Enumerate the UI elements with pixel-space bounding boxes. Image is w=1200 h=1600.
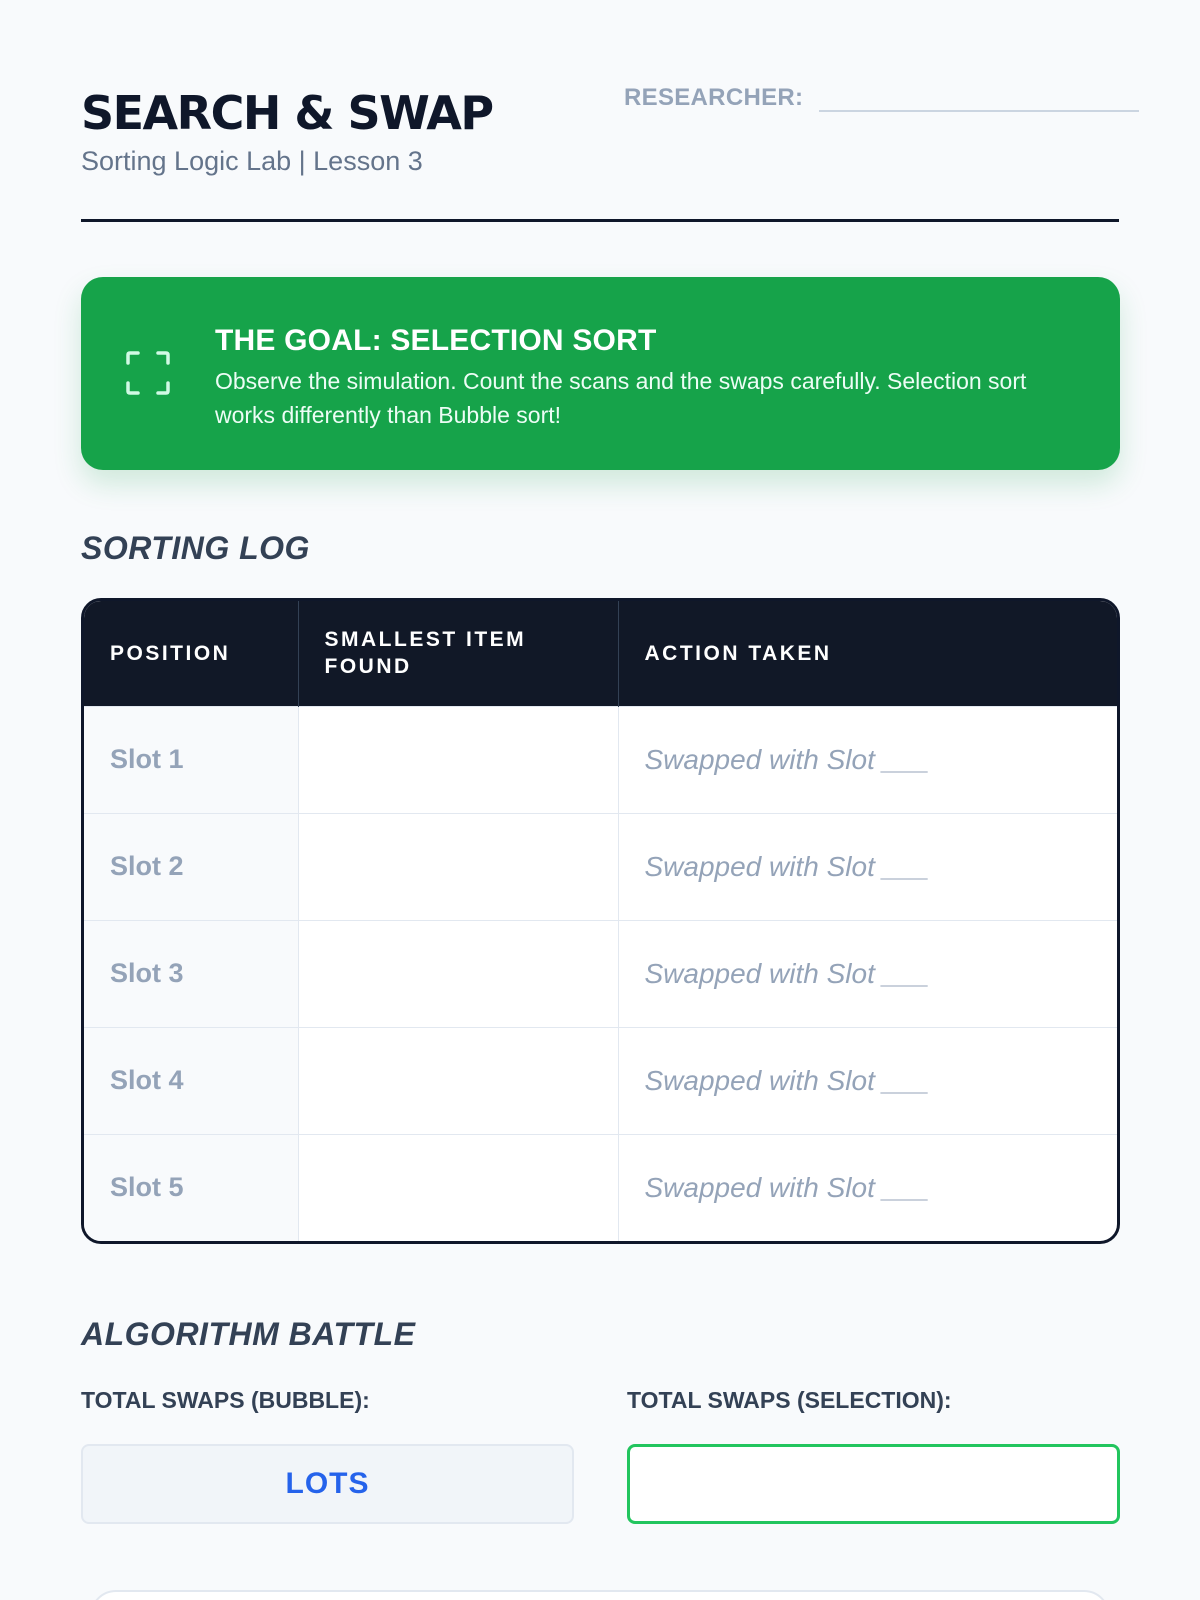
table-row bbox=[84, 1134, 1117, 1241]
focus-frame-icon bbox=[125, 350, 171, 396]
sorting-log-table bbox=[81, 598, 1120, 1244]
smallest-item-cell[interactable] bbox=[298, 813, 618, 920]
table-row bbox=[84, 1027, 1117, 1134]
action-cell[interactable]: Swapped with Slot ___ bbox=[618, 813, 1117, 920]
position-cell: Slot 5 bbox=[84, 1134, 298, 1241]
bubble-swaps-value: LOTS bbox=[285, 1467, 370, 1500]
page-subtitle: Sorting Logic Lab | Lesson 3 bbox=[81, 146, 423, 176]
table-row bbox=[84, 813, 1117, 920]
smallest-item-cell[interactable] bbox=[298, 706, 618, 813]
selection-swaps-input[interactable] bbox=[627, 1444, 1120, 1524]
position-cell: Slot 3 bbox=[84, 920, 298, 1027]
researcher-field-group bbox=[624, 84, 1139, 112]
goal-description: Observe the simulation. Count the scans and the swaps carefully. Selection sort works differently than Bubble sort! bbox=[215, 368, 1027, 428]
action-cell[interactable]: Swapped with Slot ___ bbox=[618, 1027, 1117, 1134]
table-header-row bbox=[84, 601, 1117, 706]
column-header-smallest-item: SMALLEST ITEM FOUND bbox=[298, 601, 618, 706]
next-section-card bbox=[90, 1590, 1110, 1600]
position-cell: Slot 4 bbox=[84, 1027, 298, 1134]
selection-swaps-label: TOTAL SWAPS (SELECTION): bbox=[627, 1387, 952, 1413]
position-cell: Slot 2 bbox=[84, 813, 298, 920]
goal-banner bbox=[81, 277, 1120, 470]
bubble-swaps-label: TOTAL SWAPS (BUBBLE): bbox=[81, 1387, 370, 1413]
researcher-name-field[interactable] bbox=[819, 84, 1139, 112]
smallest-item-cell[interactable] bbox=[298, 1134, 618, 1241]
column-header-action-taken: ACTION TAKEN bbox=[618, 601, 1117, 706]
bubble-swaps-box bbox=[81, 1444, 574, 1524]
table-row bbox=[84, 920, 1117, 1027]
goal-title: THE GOAL: SELECTION SORT bbox=[215, 324, 657, 357]
action-cell[interactable]: Swapped with Slot ___ bbox=[618, 1134, 1117, 1241]
worksheet-header bbox=[81, 0, 1119, 222]
column-header-position: POSITION bbox=[84, 601, 298, 706]
table-row bbox=[84, 706, 1117, 813]
smallest-item-cell[interactable] bbox=[298, 920, 618, 1027]
smallest-item-cell[interactable] bbox=[298, 1027, 618, 1134]
sorting-log-heading: SORTING LOG bbox=[81, 530, 310, 566]
researcher-label: RESEARCHER: bbox=[624, 84, 804, 111]
page-title: SEARCH & SWAP bbox=[81, 86, 493, 140]
algorithm-battle-heading: ALGORITHM BATTLE bbox=[81, 1316, 416, 1352]
action-cell[interactable]: Swapped with Slot ___ bbox=[618, 920, 1117, 1027]
action-cell[interactable]: Swapped with Slot ___ bbox=[618, 706, 1117, 813]
position-cell: Slot 1 bbox=[84, 706, 298, 813]
